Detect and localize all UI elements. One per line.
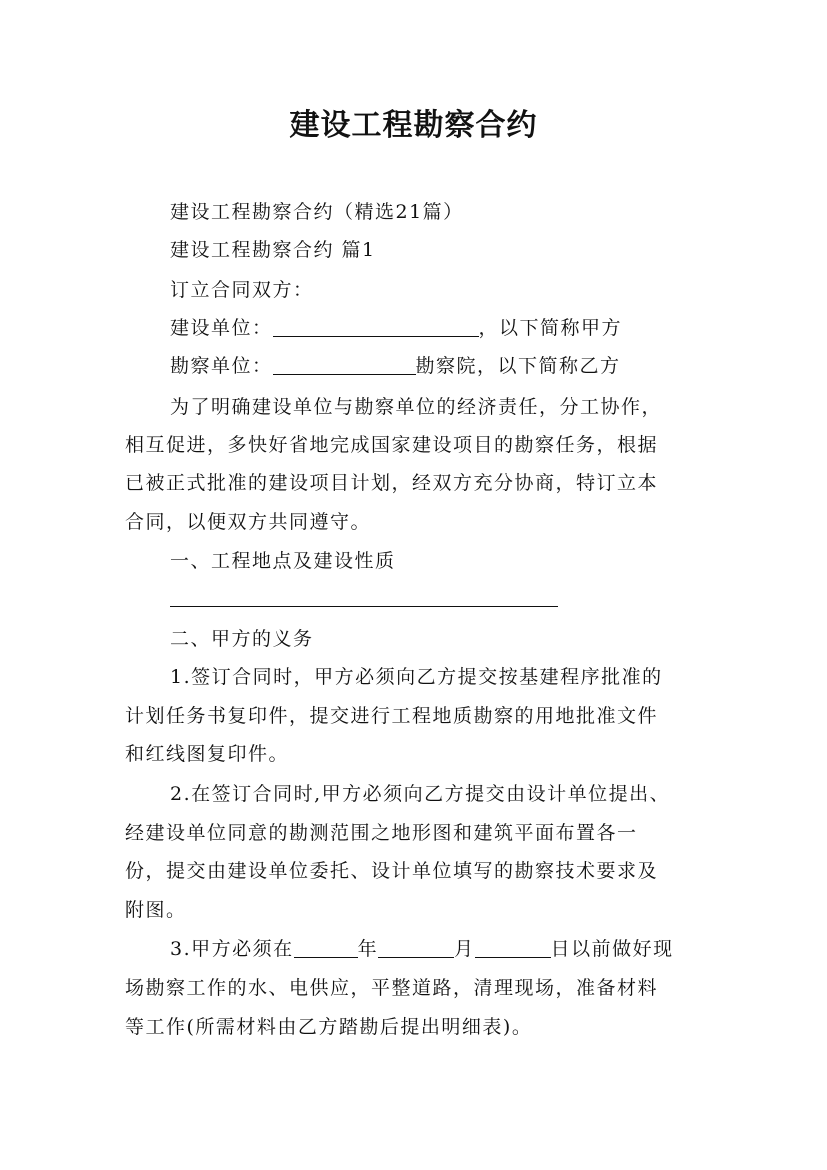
- item-3-text-d: 日以前做好现: [550, 938, 674, 960]
- item-3-year-label: 年: [357, 938, 379, 960]
- item-1-line-1: 1.签订合同时，甲方必须向乙方提交按基建程序批准的: [170, 666, 663, 688]
- month-blank[interactable]: [378, 939, 454, 958]
- intro-line-3: 已被正式批准的建设项目计划，经双方充分协商，特订立本: [125, 472, 659, 494]
- document-title: 建设工程勘察合约: [289, 108, 538, 143]
- intro-line-2: 相互促进，多快好省地完成国家建设项目的勘察任务，根据: [125, 434, 659, 456]
- section-2-heading: 二、甲方的义务: [170, 628, 314, 650]
- party-b-line: [170, 355, 760, 377]
- item-3-month-label: 月: [454, 938, 475, 960]
- item-1-line-2: 计划任务书复印件，提交进行工程地质勘察的用地批准文件: [125, 705, 659, 727]
- item-3-text-a: 3.甲方必须在: [170, 938, 294, 960]
- party-b-prefix: 勘察单位：: [170, 355, 273, 377]
- party-a-blank[interactable]: [273, 318, 479, 337]
- item-2-line-2: 经建设单位同意的勘测范围之地形图和建筑平面布置各一: [125, 822, 638, 844]
- item-3-line-1: [170, 938, 760, 960]
- blank-rule[interactable]: [170, 606, 558, 607]
- item-2-line-4: 附图。: [125, 899, 187, 921]
- intro-line-4: 合同，以便双方共同遵守。: [125, 511, 372, 533]
- party-b-blank[interactable]: [273, 356, 416, 375]
- parties-label: 订立合同双方：: [170, 279, 314, 301]
- subtitle: 建设工程勘察合约（精选21篇）: [170, 201, 464, 223]
- item-2-line-1: 2.在签订合同时,甲方必须向乙方提交由设计单位提出、: [170, 783, 671, 805]
- item-3-line-3: 等工作(所需材料由乙方踏勘后提出明细表)。: [125, 1016, 533, 1038]
- item-3-line-2: 场勘察工作的水、电供应，平整道路，清理现场，准备材料: [125, 977, 659, 999]
- party-a-line: [170, 317, 760, 339]
- item-2-line-3: 份，提交由建设单位委托、设计单位填写的勘察技术要求及: [125, 860, 659, 882]
- day-blank[interactable]: [475, 939, 551, 958]
- intro-line-1: 为了明确建设单位与勘察单位的经济责任，分工协作，: [170, 396, 663, 418]
- year-blank[interactable]: [294, 939, 358, 958]
- section-1-heading: 一、工程地点及建设性质: [170, 550, 396, 572]
- party-a-suffix: ，以下简称甲方: [478, 317, 623, 339]
- party-a-prefix: 建设单位：: [170, 317, 273, 339]
- section-heading: 建设工程勘察合约 篇1: [170, 239, 376, 261]
- party-b-suffix: 勘察院，以下简称乙方: [415, 355, 621, 377]
- item-1-line-3: 和红线图复印件。: [125, 743, 290, 765]
